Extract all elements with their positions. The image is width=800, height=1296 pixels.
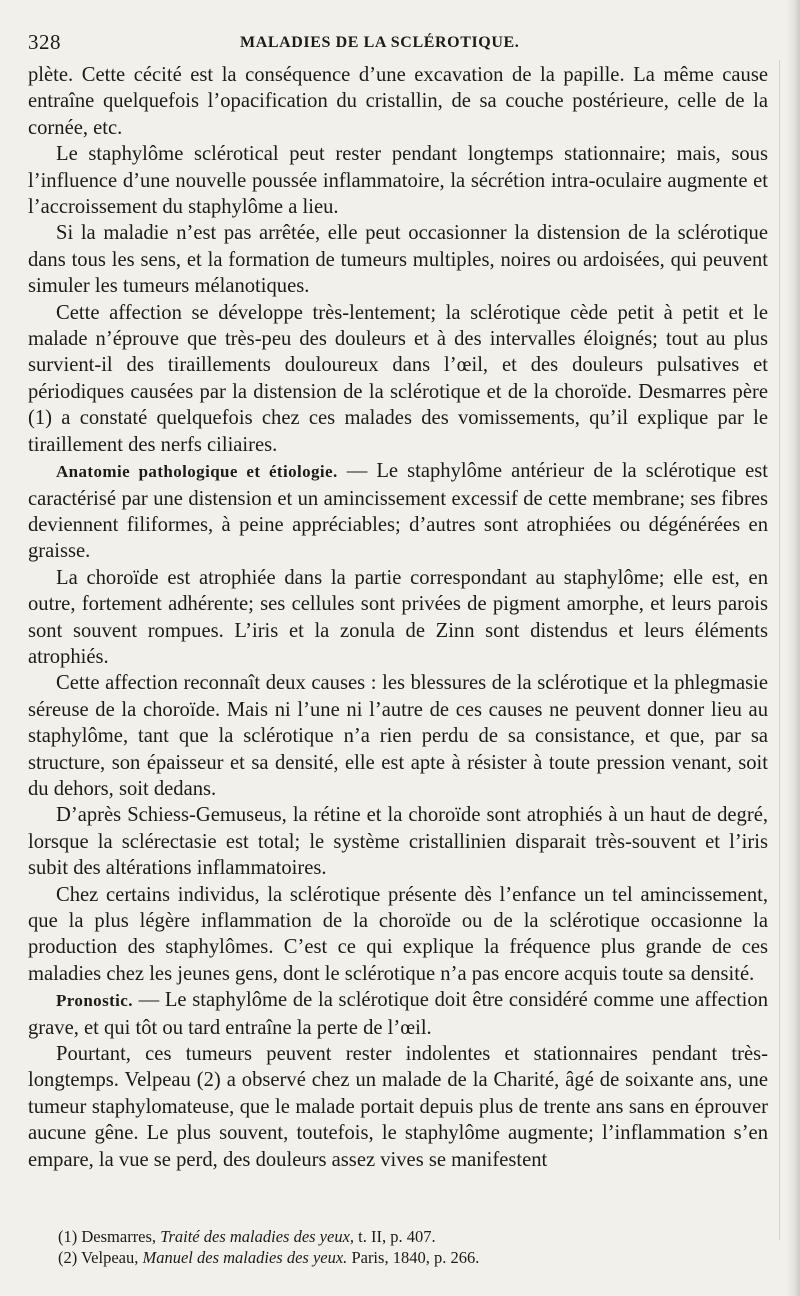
paragraph: Cette affection se développe très-lentement; la sclérotique cède petit à petit et le malade n’éprouve que très-peu des douleurs et à des intervalles éloignés; tout au plus survient-il des tiraillements douloureux dans l’œil, et des douleurs pulsatives et périodiques causées par la distension de la sclérotique et de la choroïde. Desmarres père (1) a constaté quelquefois chez ces malades des vomissements, qu’il explique par le tiraillement des nerfs ciliaires. [28, 301, 768, 456]
page-header [28, 30, 768, 56]
paragraph: La choroïde est atrophiée dans la partie correspondant au staphylôme; elle est, en outre, fortement adhérente; ses cellules sont privées de pigment amorphe, et leurs parois sont souvent rompues. L’iris et la zonula de Zinn sont distendus et leurs éléments atrophiés. [28, 566, 768, 668]
paragraph: D’après Schiess-Gemuseus, la rétine et la choroïde sont atrophiés à un haut de degré, lorsque la sclérectasie est total; le système cristallinien disparait très-souvent et l’iris subit des altérations inflammatoires. [28, 804, 768, 880]
paragraph-anatomie: Anatomie pathologique et étiologie. — Le staphylôme antérieur de la sclérotique est caractérisé par une distension et un amincissement excessif de cette membrane; ses fibres deviennent filiformes, à peine appréciables; d’autres sont atrophiées ou dégénérées en graisse. [28, 460, 769, 563]
paragraph: Le staphylôme sclérotical peut rester pendant longtemps stationnaire; mais, sous l’influence d’une nouvelle poussée inflammatoire, la sécrétion intra-oculaire augmente et l’accroissement du staphylôme a lieu. [28, 143, 768, 219]
running-head: MALADIES DE LA SCLÉROTIQUE. [240, 34, 520, 51]
paragraph: Si la maladie n’est pas arrêtée, elle peut occasionner la distension de la sclérotique dans tous les sens, et la formation de tumeurs multiples, noires ou ardoisées, qui peuvent simuler les tumeurs mélanotiques. [28, 222, 768, 298]
footnote: (2) Velpeau, Manuel des maladies des yeux. Paris, 1840, p. 266. [58, 1248, 480, 1267]
paragraph: Pourtant, ces tumeurs peuvent rester indolentes et stationnaires pendant très-longtemps. Velpeau (2) a observé chez un malade de la Charité, âgé de soixante ans, une tumeur staphylomateuse, que le malade portait depuis plus de trente ans sans en éprouver aucune gêne. Le plus souvent, toutefois, le staphylôme augmente; l’inflammation s’en empare, la vue se perd, des douleurs assez vives se manifestent [28, 1043, 768, 1171]
page-number: 328 [28, 30, 61, 54]
page-fold-line [779, 60, 780, 1240]
paragraph: Cette affection reconnaît deux causes : les blessures de la sclérotique et la phlegmasie séreuse de la choroïde. Mais ni l’une ni l’autre de ces causes ne peuvent donner lieu au staphylôme, tant que la sclérotique n’a rien perdu de sa consistance, et que, par sa structure, son épaisseur et sa densité, elle est apte à résister à toute pression venant, soit du dehors, soit dedans. [28, 672, 768, 800]
body-text [28, 62, 768, 1173]
paragraph-continuation: plète. Cette cécité est la conséquence d’une excavation de la papille. La même cause entraîne quelquefois l’opacification du cristallin, de sa couche postérieure, celle de la cornée, etc. [28, 64, 768, 139]
page-edge-shadow [786, 0, 800, 1296]
footnotes [58, 1226, 758, 1268]
section-heading-anatomie: Anatomie pathologique et étiologie. [56, 462, 338, 482]
section-heading-pronostic: Pronostic. [56, 991, 133, 1011]
footnote: (1) Desmarres, Traité des maladies des yeux, t. II, p. 407. [58, 1227, 436, 1246]
paragraph-pronostic: Pronostic. — Le staphylôme de la sclérotique doit être considéré comme une affection grave, et qui tôt ou tard entraîne la perte de l’œil. [28, 989, 768, 1039]
paragraph: Chez certains individus, la sclérotique présente dès l’enfance un tel amincissement, que la plus légère inflammation de la choroïde ou de la sclérotique occasionne la production des staphylômes. C’est ce qui explique la fréquence plus grande de ces maladies chez les jeunes gens, dont le sclérotique n’a pas encore acquis toute sa densité. [28, 883, 768, 985]
